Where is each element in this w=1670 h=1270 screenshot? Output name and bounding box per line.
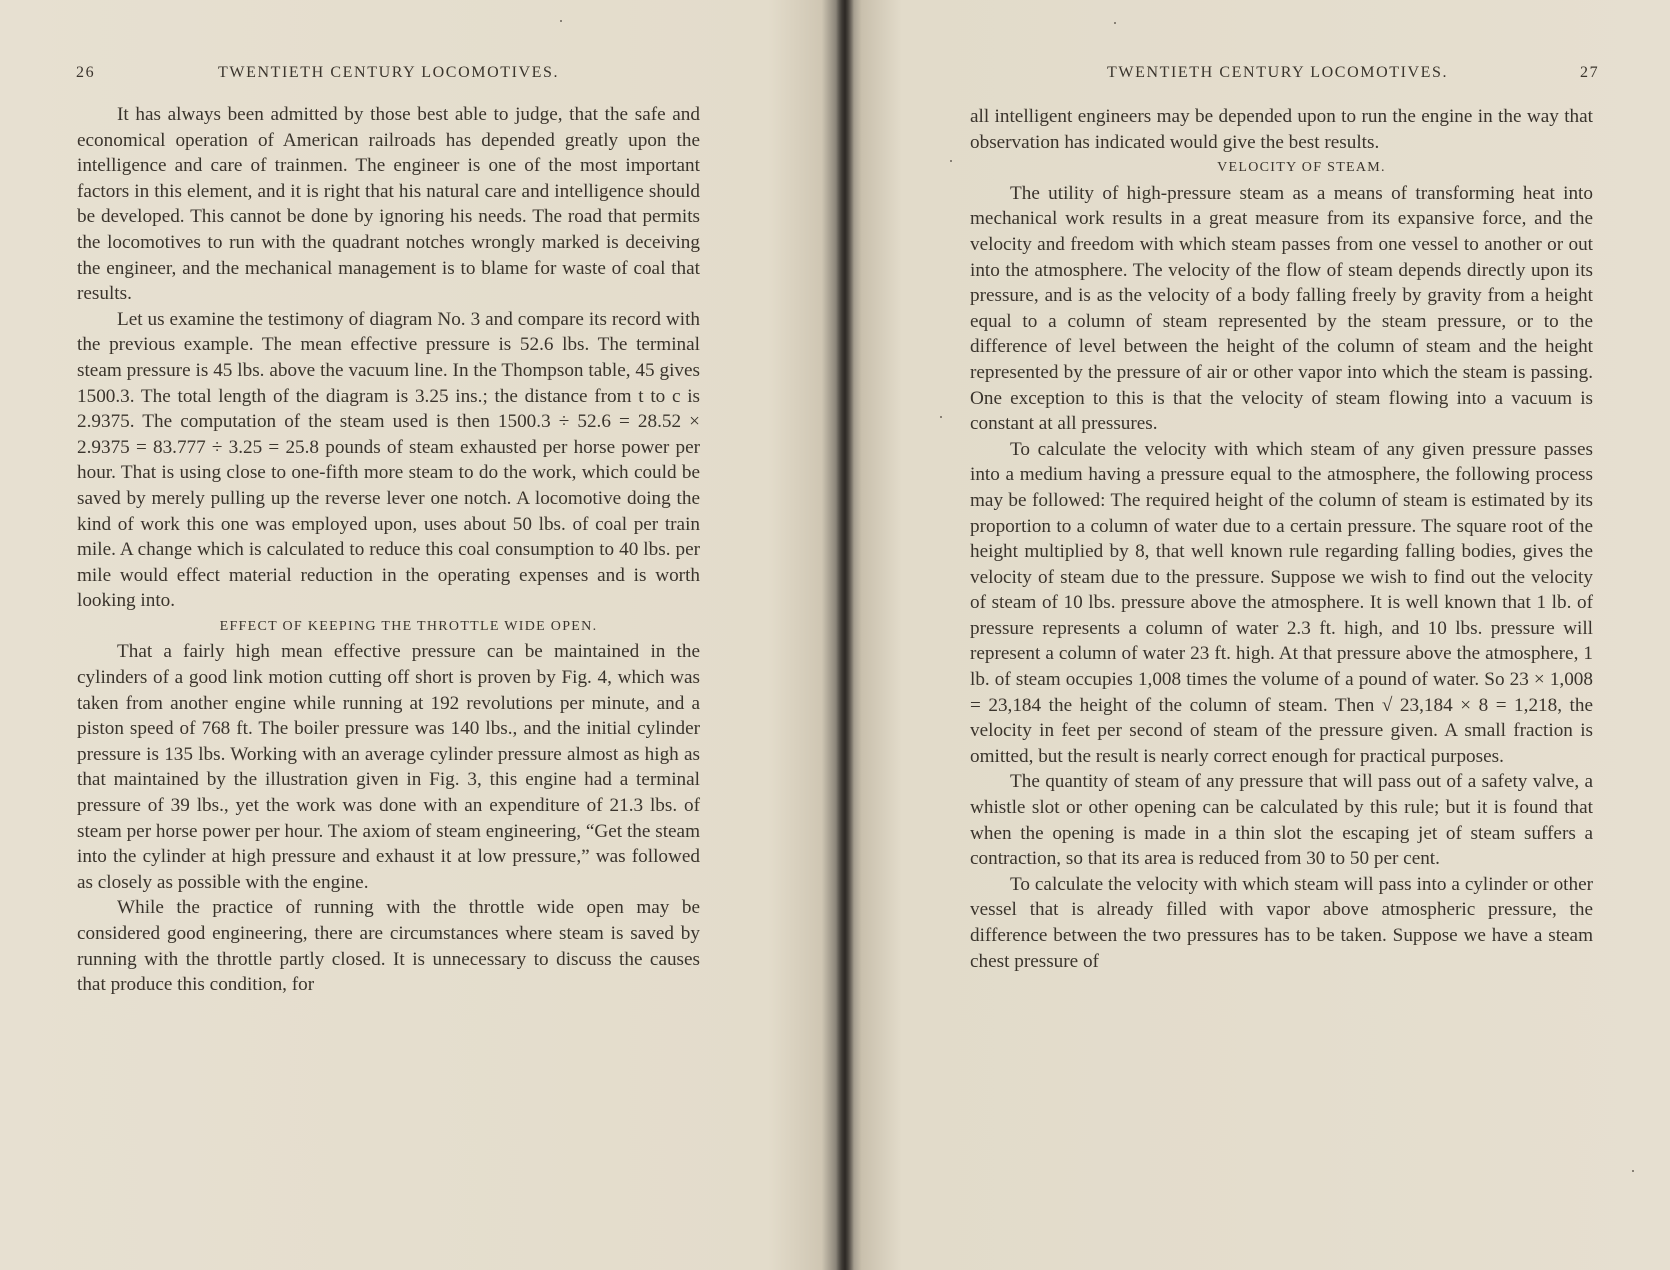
section-heading: EFFECT OF KEEPING THE THROTTLE WIDE OPEN. — [219, 618, 598, 634]
left-page-number: 26 — [76, 64, 96, 81]
paper-speck — [1632, 1170, 1634, 1172]
left-body-text — [77, 102, 700, 998]
paper-speck — [560, 20, 562, 22]
paragraph: Let us examine the testimony of diagram No. 3 and compare its record with the previous example. The mean effective pressure is 52.6 lbs. The terminal steam pressure is 45 lbs. above the vacuum line. In the Thompson table, 45 gives 1500.3. The total length of the diagram is 3.25 ins.; the distance from t to c is 2.9375. The computation of the steam used is then 1500.3 ÷ 52.6 = 28.52 × 2.9375 = 83.777 ÷ 3.25 = 25.8 pounds of steam exhausted per horse power per hour. That is using close to one-fifth more steam to do the work, which could be saved by merely pulling up the reverse lever one notch. A locomotive doing the kind of work this one was employed upon, uses about 50 lbs. of coal per train mile. A change which is calculated to reduce this coal consumption to 40 lbs. per mile would effect material reduction in the operating expenses and is worth looking into. — [77, 308, 700, 612]
paper-speck — [940, 416, 942, 418]
left-running-title: TWENTIETH CENTURY LOCOMOTIVES. — [218, 64, 560, 81]
right-page-number: 27 — [1580, 64, 1600, 81]
paragraph: It has always been admitted by those best able to judge, that the safe and economical operation of American railroads has depended greatly upon the intelligence and care of trainmen. The engineer is one of the most important factors in this element, and it is right that his natural care and intelligence should be developed. This cannot be done by ignoring his needs. The road that permits the locomotives to run with the quadrant notches wrongly marked is deceiving the engineer, and the mechanical management is to blame for waste of coal that results. — [77, 104, 700, 305]
right-page — [850, 0, 1670, 1270]
paper-speck — [1114, 22, 1116, 24]
continuation-paragraph: all intelligent engineers may be depended upon to run the engine in the way that observation has indicated would give the best results. — [970, 106, 1593, 153]
paragraph: The utility of high-pressure steam as a means of transforming heat into mechanical work results in a great measure from its expansive force, and the velocity and freedom with which steam passes from one vessel to another or out into the atmosphere. The velocity of the flow of steam depends directly upon its pressure, and is as the velocity of a body falling freely by gravity from a height equal to a column of steam represented by the steam pressure, or to the difference of level between the height of the column of steam and the height represented by the pressure of air or other vapor into which the steam is passing. One exception to this is that the velocity of steam flowing into a vacuum is constant at all pressures. — [970, 182, 1593, 435]
paragraph: To calculate the velocity with which steam will pass into a cylinder or other vessel that is already filled with vapor above atmospheric pressure, the difference between the two pressures has to be taken. Suppose we have a steam chest pressure of — [970, 873, 1593, 972]
paragraph: While the practice of running with the throttle wide open may be considered good engineering, there are circumstances where steam is saved by running with the throttle partly closed. It is unnecessary to discuss the causes that produce this condition, for — [77, 897, 700, 996]
paragraph: The quantity of steam of any pressure that will pass out of a safety valve, a whistle slot or other opening can be calculated by this rule; but it is found that when the opening is made in a thin slot the escaping jet of steam suffers a contraction, so that its area is reduced from 30 to 50 per cent. — [970, 771, 1593, 870]
right-running-head — [850, 64, 1670, 86]
paragraph: To calculate the velocity with which steam of any given pressure passes into a medium having a pressure equal to the atmosphere, the following process may be followed: The required height of the column of steam is estimated by its proportion to a column of water due to a certain pressure. The square root of the height multiplied by 8, that well known rule regarding falling bodies, gives the velocity of steam due to the pressure. Suppose we wish to find out the velocity of steam of 10 lbs. pressure above the atmosphere. It is well known that 1 lb. of pressure represents a column of water 2.3 ft. high, and 10 lbs. pressure will represent a column of water 23 ft. high. At that pressure above the atmosphere, 1 lb. of steam occupies 1,008 times the volume of a pound of water. So 23 × 1,008 = 23,184 the height of the column of steam. Then √ 23,184 × 8 = 1,218, the velocity in feet per second of steam of the pressure given. A small fraction is omitted, but the result is nearly correct enough for practical purposes. — [970, 438, 1593, 767]
paper-speck — [950, 160, 952, 162]
right-running-title: TWENTIETH CENTURY LOCOMOTIVES. — [1107, 64, 1449, 81]
left-running-head — [0, 64, 840, 86]
section-heading: VELOCITY OF STEAM. — [1217, 160, 1386, 176]
right-body-text — [970, 104, 1593, 974]
paragraph: That a fairly high mean effective pressure can be maintained in the cylinders of a good link motion cutting off short is proven by Fig. 4, which was taken from another engine while running at 192 revolutions per minute, and a piston speed of 768 ft. The boiler pressure was 140 lbs., and the initial cylinder pressure is 135 lbs. Working with an average cylinder pressure almost as high as that maintained by the illustration given in Fig. 3, this engine had a terminal pressure of 39 lbs., yet the work was done with an expenditure of 21.3 lbs. of steam per horse power per hour. The axiom of steam engineering, “Get the steam into the cylinder at high pressure and exhaust it at low pressure,” was followed as closely as possible with the engine. — [77, 641, 700, 893]
